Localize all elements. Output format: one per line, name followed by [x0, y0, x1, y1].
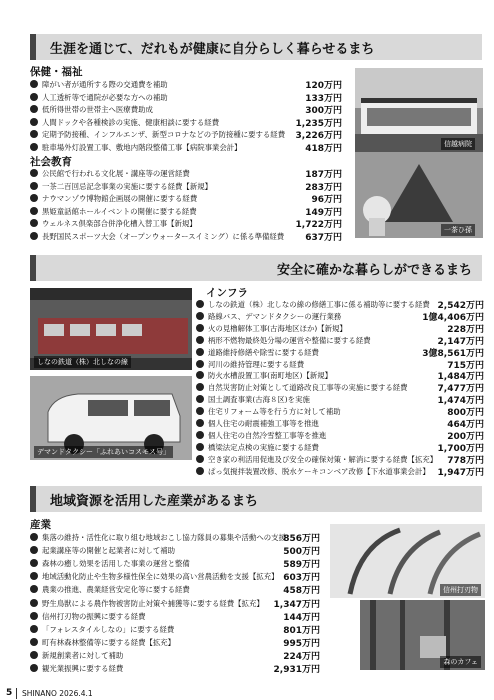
item-amount: 995万円: [283, 638, 320, 649]
bullet-icon: [196, 300, 204, 308]
forest-photo: [360, 600, 485, 670]
item-label: 起業講座等の開催と起業者に対して補助: [42, 546, 176, 556]
item-amount: 1,484万円: [437, 372, 484, 383]
budget-item: [30, 570, 320, 583]
budget-item: [30, 217, 342, 230]
budget-item: [196, 465, 484, 478]
item-amount: 2,542万円: [437, 301, 484, 311]
item-label: 人工透析等で通院が必要な方への補助: [42, 92, 168, 102]
bullet-icon: [30, 546, 38, 554]
bullet-icon: [30, 118, 38, 126]
bullet-icon: [30, 638, 38, 646]
budget-item: [30, 583, 320, 596]
bullet-icon: [196, 348, 204, 356]
item-label: 森林の癒し効果を活用した事業の運営と整備: [42, 559, 190, 569]
item-label: 野生鳥獣による農作物被害防止対策や捕獲等に要する経費【拡充】: [42, 598, 264, 608]
budget-item: [30, 230, 342, 243]
section-title: 地域資源を活用した産業があるまち: [50, 494, 259, 509]
item-amount: 1,474万円: [437, 396, 484, 407]
item-label: 防火水槽設置工事(南町地区)【新規】: [208, 371, 333, 381]
item-amount: 1,947万円: [437, 467, 484, 478]
bullet-icon: [196, 467, 204, 475]
photo-caption: 信州打刃物: [440, 584, 481, 596]
item-amount: 228万円: [447, 324, 484, 335]
budget-item: [30, 557, 320, 570]
budget-item: [30, 180, 342, 193]
item-amount: 1,235万円: [295, 118, 342, 129]
footer-divider: [16, 688, 17, 699]
bullet-icon: [30, 599, 38, 607]
item-label: 橋梁法定点検の実施に要する経費: [208, 442, 319, 452]
item-amount: 1,700万円: [437, 443, 484, 454]
budget-item: [30, 91, 342, 104]
bullet-icon: [30, 194, 38, 202]
item-label: 長野国民スポーツ大会（オープンウォータースイミング）に係る準備経費: [42, 232, 285, 241]
mascot-photo: [355, 152, 483, 238]
train-photo: [30, 288, 192, 370]
section-banner-industry: [30, 486, 482, 512]
item-label: 空き家の利活用促進及び安全の確保対策・解消に要する経費【拡充】: [208, 454, 438, 464]
item-label: 農業の推進、農業経営安定化等に要する経費: [42, 585, 190, 595]
bullet-icon: [30, 232, 38, 240]
item-amount: 187万円: [305, 170, 342, 180]
category-heading: インフラ: [206, 287, 248, 299]
item-amount: 224万円: [283, 651, 320, 662]
item-label: 集落の維持・活性化に取り組む地域おこし協力隊員の募集や活動への支援: [42, 533, 286, 542]
item-amount: 7,477万円: [437, 384, 484, 395]
budget-item: [30, 141, 342, 154]
photo-caption: 信越病院: [441, 138, 475, 150]
item-label: 個人住宅の耐震補強工事等を推進: [208, 419, 319, 428]
item-label: 「フォレスタイルしなの」に要する経費: [42, 624, 175, 634]
budget-item: [30, 531, 320, 544]
item-label: 黒姫童話館ホールイベントの開催に要する経費: [42, 206, 197, 216]
item-amount: 3億8,561万円: [422, 348, 484, 359]
item-amount: 1億4,406万円: [422, 312, 484, 323]
item-amount: 464万円: [447, 420, 484, 430]
item-label: ナウマンゾウ博物館企画展の開催に要する経費: [42, 194, 198, 204]
item-amount: 300万円: [305, 106, 342, 117]
item-amount: 800万円: [447, 408, 484, 419]
bullet-icon: [30, 559, 38, 567]
item-amount: 149万円: [305, 207, 342, 218]
bullet-icon: [30, 80, 38, 88]
item-amount: 133万円: [305, 93, 342, 104]
item-amount: 2,147万円: [437, 336, 484, 347]
item-label: 個人住宅の自然冷雪整工事等を推進: [208, 430, 327, 440]
item-label: ウェルネス倶楽部合併浄化槽入替工事【新規】: [42, 219, 197, 229]
budget-item: [30, 103, 342, 116]
bullet-icon: [196, 360, 204, 368]
item-amount: 2,931万円: [273, 665, 320, 675]
publication-name: SHINANO 2026.4.1: [22, 689, 93, 698]
section-banner-safety: [30, 255, 482, 281]
bullet-icon: [196, 407, 204, 415]
item-amount: 458万円: [283, 586, 320, 597]
item-amount: 1,722万円: [295, 220, 342, 231]
item-amount: 637万円: [305, 233, 342, 243]
category-heading: 保健・福祉: [30, 66, 83, 78]
budget-item: [30, 167, 342, 180]
budget-item: [30, 610, 320, 623]
blades-photo: [330, 524, 485, 598]
left-margin: [0, 0, 12, 686]
bullet-icon: [30, 572, 38, 580]
bullet-icon: [196, 443, 204, 451]
item-label: しなの鉄道（株）北しなの線の修繕工事に係る補助等に要する経費: [208, 300, 430, 309]
item-label: 自然災害防止対策として道路改良工事等の実施に要する経費: [208, 383, 408, 393]
section-title: 安全に確かな暮らしができるまち: [276, 263, 472, 278]
item-amount: 778万円: [447, 455, 484, 466]
taxi-photo: [30, 376, 192, 460]
bullet-icon: [196, 312, 204, 320]
bullet-icon: [30, 169, 38, 177]
section-title: 生涯を通じて、だれもが健康に自分らしく暮らせるまち: [50, 42, 375, 57]
item-amount: 283万円: [305, 182, 342, 193]
section-banner-health: [30, 34, 482, 60]
hospital-photo: [355, 68, 483, 152]
item-amount: 120万円: [305, 81, 342, 91]
budget-item: [30, 192, 342, 205]
item-label: ぱっ気撹拌装置改修、脱水ケーキコンベア改修【下水道事業会計】: [208, 466, 430, 476]
bullet-icon: [30, 130, 38, 138]
budget-item: [30, 128, 342, 141]
budget-item: [30, 636, 320, 649]
bullet-icon: [196, 336, 204, 344]
bullet-icon: [30, 219, 38, 227]
budget-item: [30, 649, 320, 662]
bullet-icon: [30, 533, 38, 541]
item-label: 信州打刃物の振興に要する経費: [42, 611, 146, 621]
item-label: 道路維持修繕や除雪に要する経費: [208, 347, 319, 357]
bullet-icon: [30, 612, 38, 620]
bullet-icon: [30, 93, 38, 101]
item-label: 地域活動化防止や生物多様性保全に効果の高い営農活動を支援【拡充】: [42, 572, 279, 582]
page-footer: [0, 686, 494, 700]
item-label: 河川の維持管理に要する経費: [208, 359, 305, 369]
item-label: 駐車場外灯設置工事、敷地内階段整備工事【病院事業会計】: [42, 143, 242, 152]
bullet-icon: [30, 182, 38, 190]
item-label: 路線バス、デマンドタクシーの運行業務: [208, 311, 342, 321]
item-amount: 1,347万円: [273, 599, 320, 610]
photo-caption: 一茶ひ孫: [441, 224, 475, 236]
item-amount: 418万円: [305, 144, 342, 154]
bullet-icon: [30, 143, 38, 151]
item-label: 低所得世帯の世帯主へ医療費助成: [42, 105, 153, 115]
item-amount: 715万円: [447, 360, 484, 371]
photo-caption: デマンドタクシー「ふれあいコスモス号」: [34, 446, 173, 458]
item-label: 住宅リフォーム等を行う方に対して補助: [208, 407, 341, 417]
item-amount: 856万円: [283, 534, 320, 544]
bullet-icon: [196, 371, 204, 379]
item-label: 観光業振興に要する経費: [42, 664, 124, 673]
bullet-icon: [196, 395, 204, 403]
item-label: 柄形不燃物最終処分場の運営や整備に要する経費: [208, 335, 371, 345]
bullet-icon: [30, 625, 38, 633]
item-amount: 801万円: [283, 625, 320, 636]
item-amount: 96万円: [311, 195, 342, 206]
bullet-icon: [30, 105, 38, 113]
item-label: 新規創業者に対して補助: [42, 650, 124, 660]
item-amount: 500万円: [283, 547, 320, 558]
bullet-icon: [196, 383, 204, 391]
item-label: 一茶二百回忌記念事業の実施に要する経費【新規】: [42, 181, 212, 191]
page-number: 5: [6, 688, 13, 698]
photo-caption: 森のカフェ: [440, 656, 481, 668]
item-label: 人間ドックや各種検診の実施、健康相談に要する経費: [42, 117, 220, 127]
photo-caption: しなの鉄道（株）北しなの線: [34, 356, 131, 368]
bullet-icon: [196, 455, 204, 463]
item-label: 障がい者が通所する際の交通費を補助: [42, 80, 168, 89]
bullet-icon: [196, 419, 204, 427]
item-amount: 144万円: [283, 612, 320, 623]
budget-item: [30, 116, 342, 129]
bullet-icon: [196, 324, 204, 332]
category-heading: 社会教育: [30, 156, 72, 168]
item-amount: 200万円: [447, 431, 484, 442]
budget-item: [30, 544, 320, 557]
item-amount: 603万円: [283, 573, 320, 584]
budget-item: [30, 597, 320, 610]
item-label: 火の見櫓解体工事(古海地区ほか)【新規】: [208, 323, 347, 333]
budget-item: [30, 623, 320, 636]
budget-item: [30, 205, 342, 218]
item-label: 町有林森林整備等に要する経費【拡充】: [42, 637, 176, 647]
item-amount: 589万円: [283, 560, 320, 571]
bullet-icon: [30, 585, 38, 593]
bullet-icon: [30, 651, 38, 659]
item-amount: 3,226万円: [295, 131, 342, 142]
item-label: 定期予防接種、インフルエンザ、新型コロナなどの予防接種に要する経費: [42, 130, 286, 140]
bullet-icon: [196, 431, 204, 439]
budget-item: [30, 662, 320, 675]
budget-item: [30, 78, 342, 91]
item-label: 公民館で行われる文化展・講座等の運営経費: [42, 169, 190, 178]
bullet-icon: [30, 664, 38, 672]
bullet-icon: [30, 207, 38, 215]
category-heading: 産業: [30, 519, 51, 531]
item-label: 国土調査事業(古海８区)を実施: [208, 395, 310, 405]
